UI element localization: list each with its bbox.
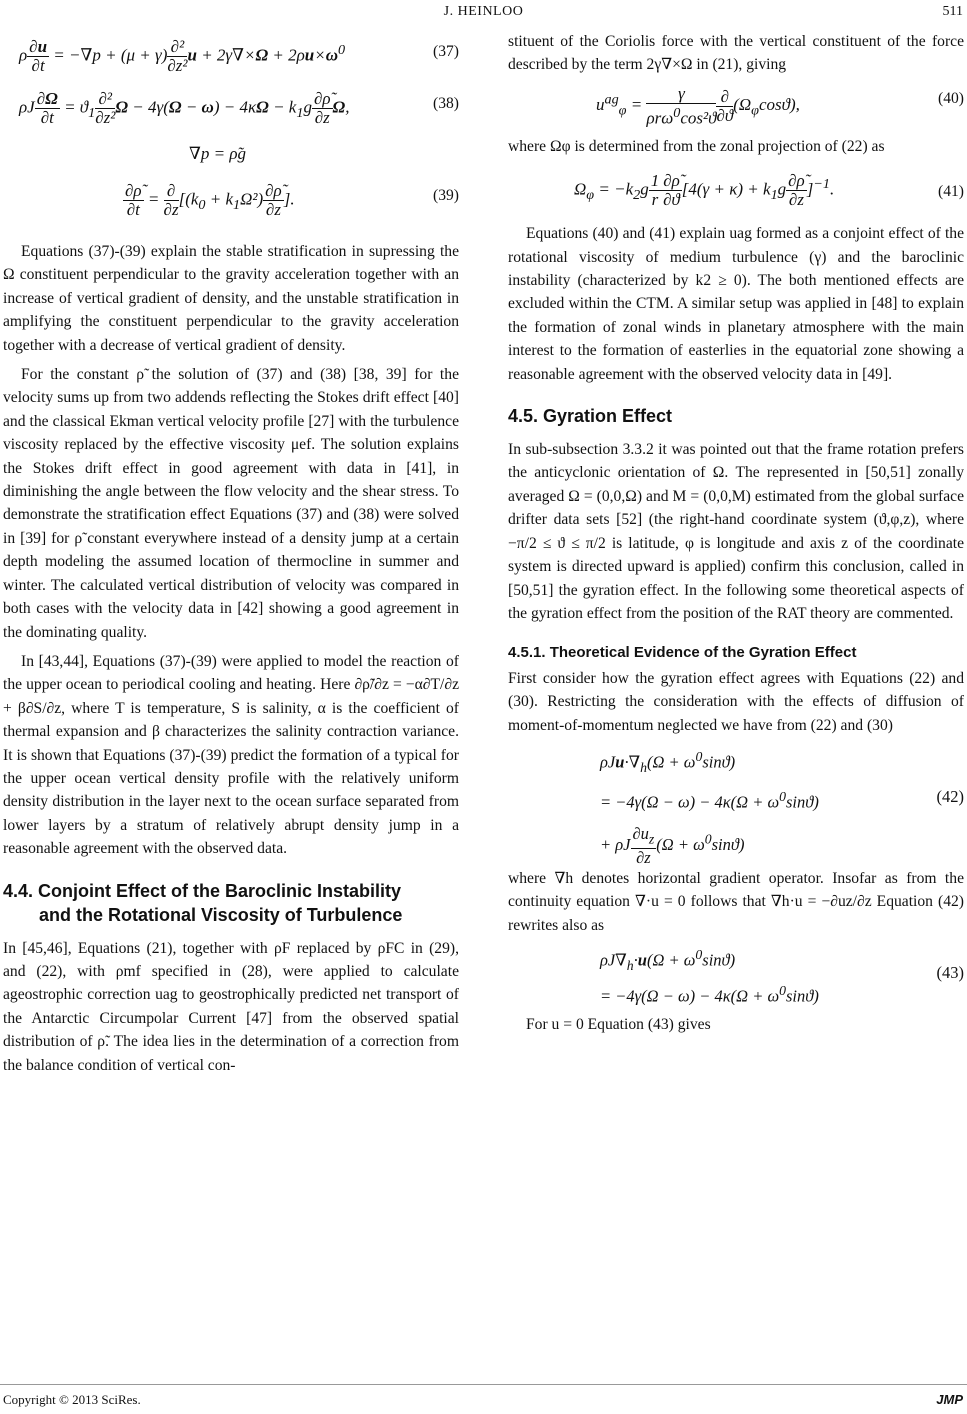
paragraph: Equations (37)-(39) explain the stable stratification in supressing the Ω constituent perpendicular to the gravity acceleration together with an increase of vertical gradient of density, and the unstable stratification in amplifying the constituent perpendicular to the gravity acceleration together with a decrease of vertical gradient of density. <box>3 243 459 354</box>
equation-number: (40) <box>938 89 964 107</box>
page-number: 511 <box>942 4 963 19</box>
equation-41: $\Omega_\varphi = -k_2g$ $\frac{1}{r}$ $\frac{\partial\rhõ}{\partial ϑ}$ [$4(\gamma + \kappa) + k_1g$ $\frac{\partial\rhõ}{\partial z}$ ]$^{-1}$. (41) <box>574 171 964 210</box>
paragraph: where Ωφ is determined from the zonal projection of (22) as <box>508 137 885 155</box>
equation-number: (41) <box>938 183 964 201</box>
section-heading-line: 4.4. Conjoint Effect of the Baroclinic Instability <box>3 880 402 901</box>
copyright-notice: Copyright © 2013 SciRes. <box>3 1392 141 1407</box>
paragraph: For the constant ρ̃ the solution of (37) and (38) [38, 39] for the velocity sums up from two addends reflecting the Stokes drift effect [40] and the classical Ekman vertical velocity profile [27] with the turbulence viscosity replaced by the effective viscosity μef. The solution explains the Stokes drift effect in good agreement with data in [41], in diminishing the angle between the flow velocity and the shear stress. To demonstrate the stratification effect Equations (37) and (38) were solved in [39] for ρ̃ constant everywhere instead of a density jump at a certain depth modeling the assumed location of thermocline in summer and winter. The calculated vertical distribution of velocity was compared in both cases with the velocity data in [42] showing a good agreement in the dominating quality. <box>3 366 459 641</box>
paragraph: where ∇h denotes horizontal gradient operator. Insofar as from the continuity equation ∇·u = 0 follows that ∇h·u = −∂uz/∂z Equation (42) rewrites also as <box>508 869 964 934</box>
paragraph: First consider how the gyration effect agrees with Equations (22) and (30). Restricting the consideration with the effects of diffusion of moment-of-momentum neglected we have from (22) and (30) <box>508 669 964 734</box>
paragraph: In [45,46], Equations (21), together with ρF replaced by ρFC in (29), and (22), with ρmf specified in (28), were applied to calculate ageostrophic correction uag to geostrophically predicted net transport of the Antarctic Circumpolar Current [47] from the observed spatial distribution of ρ̃. The idea lies in the determination of a correction from the balance condition of vertical con- <box>3 939 459 1074</box>
equation-number: (43) <box>936 963 964 983</box>
paragraph: For u = 0 Equation (43) gives <box>526 1016 711 1034</box>
section-heading-4-4 <box>3 879 459 927</box>
paragraph: Equations (40) and (41) explain uag formed as a conjoint effect of the rotational viscosity of medium turbulence (γ) and the baroclinic instability (characterized by k2 ≥ 0). The both mentioned effects are excluded within the CTM. A similar setup was applied in [48] to explain the formation of zonal winds in planetary atmosphere with the main interest to the formation of easterlies in the equatorial zone showing a reasonable agreement with the observed velocity data in [49]. <box>508 225 964 383</box>
equation-grad-p: ∇p = ρ̃g <box>189 144 247 163</box>
right-column <box>508 30 964 1037</box>
equation-37: ρ $\frac{\partial u}{\partial t}$ = −∇p + (μ + γ) $\frac{\text{∂²}}{\text{∂z²}}$ $u + 2\gamma\nabla\times\Omega + 2\rho u\times\omega^0$ (37) <box>19 37 459 75</box>
journal-name: JMP <box>936 1392 963 1407</box>
equation-43: $\rho J\nabla_h\cdot u(\Omega + \omega^0\sin ϑ)$ = $-4\gamma(\Omega - \omega) - 4\kappa(\Omega + \omega^0\sin ϑ)$ (43) <box>600 947 964 1006</box>
equation-40: $u^{ag}_\varphi$ = $\frac{\gamma}{\rho r\omega^0\cos^2ϑ}$ $\frac{\partial}{\partial ϑ}$ $(\Omega_\varphi\cos ϑ)$, (40) <box>596 83 964 128</box>
footer-rule <box>0 1384 967 1385</box>
running-head-author: J. HEINLOO <box>443 4 524 19</box>
equation-number: (38) <box>433 95 459 112</box>
paragraph: stituent of the Coriolis force with the vertical constituent of the force described by the term 2γ∇×Ω in (21), giving <box>508 33 964 74</box>
section-heading-line: and the Rotational Viscosity of Turbulence <box>39 904 403 925</box>
subsection-heading-4-5-1: 4.5.1. Theoretical Evidence of the Gyration Effect <box>508 644 857 662</box>
paragraph: In [43,44], Equations (37)-(39) were applied to model the reaction of the upper ocean to periodical cooling and heating. Here ∂ρ̃/∂z = −α∂T/∂z + β∂S/∂z, where T is temperature, S is salinity, α is the coefficient of thermal expansion and β characterizes the salinity contraction variance. It is shown that Equations (37)-(39) predict the formation of a typical for the upper ocean vertical density profile with the relatively uniform density distribution in the layer next to the ocean surface separated from lower layers by a stratum of relatively abrupt density jump in a reasonable agreement with the observed data. <box>3 652 459 858</box>
equation-38: ρJ $\frac{\partial\Omega}{\partial t}$ = $ϑ_1$ $\frac{\text{∂²}}{\text{∂z²}}$ $\Omega - 4\gamma(\Omega - \omega) - 4\kappa\Omega - k_1g$ $\frac{\partial\rhõ}{\partial z}$ Ω, (38) <box>19 89 459 127</box>
equation-number: (39) <box>433 187 459 204</box>
equation-number: (42) <box>936 786 964 806</box>
paragraph: In sub-subsection 3.3.2 it was pointed out that the frame rotation prefers the anticyclonic orientation of Ω. The represented in [50,51] zonally averaged Ω = (0,0,Ω) and M = (0,0,M) estimated from the global surface drifter data sets [52] (the right-hand coordinate system (ϑ,φ,z), where −π/2 ≤ ϑ ≤ π/2 is latitude, φ is longitude and axis z of the coordinate system is directed upward is applied) confirm this conclusion, called in [50,51] the gyration effect. In the following some theoretical aspects of the gyration effect from the position of the RAT theory are commented. <box>508 441 964 622</box>
left-column <box>3 30 459 1077</box>
section-heading-4-5: 4.5. Gyration Effect <box>508 406 673 427</box>
equation-number: (37) <box>433 43 459 60</box>
equation-42: $\rho Ju\cdot\nabla_h(\Omega + \omega^0\sin ϑ)$ = $-4\gamma(\Omega - \omega) - 4\kappa(\Omega + \omega^0\sin ϑ)$ + ρJ $\frac{\partial u_z}{\partial z}$ $(\Omega + \omega^0\sin ϑ)$ (42) <box>600 748 964 868</box>
equation-39: $\frac{\partial\rhõ}{\partial t}$ = $\frac{\partial}{\partial z}$ [$(k_0 + k_1\Omega^2)$ $\frac{\partial\rhõ}{\partial z}$ ]. (39) <box>125 181 459 219</box>
